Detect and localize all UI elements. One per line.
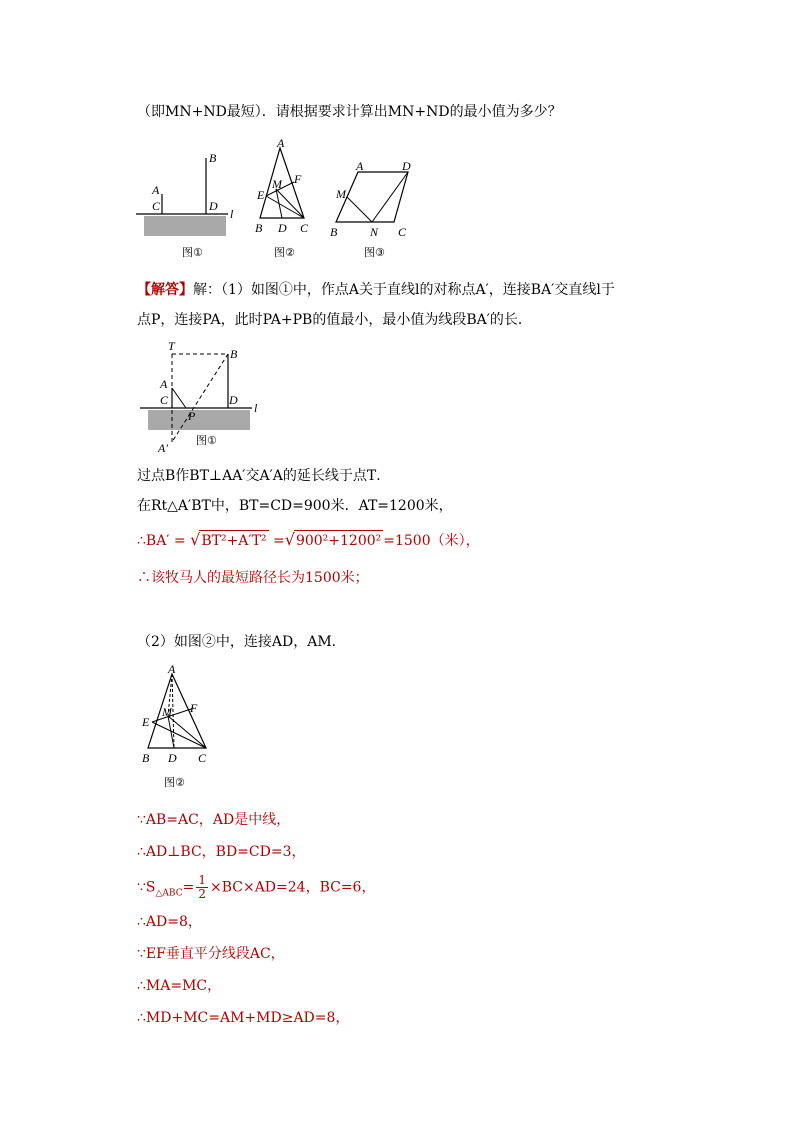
- label-e: E: [257, 188, 265, 202]
- fraction-numerator: 1: [198, 873, 206, 887]
- answer-intro-text: 解：（1）如图①中，作点A关于直线l的对称点A′，连接BA′交直线l于: [193, 282, 615, 298]
- segment-nd: [372, 172, 408, 222]
- label-b: B: [255, 221, 263, 235]
- label-d: D: [278, 221, 287, 235]
- step-4: ∴该牧马人的最短路径长为1500米；: [137, 570, 369, 586]
- step-3: ∴BA′ = √BT²+A′T² =√900²+1200² =1500（米），: [137, 530, 480, 549]
- radicand-2: 900²+1200²: [294, 530, 383, 551]
- caption-fig3: 图③: [364, 246, 385, 259]
- fraction-half: [196, 874, 208, 901]
- figure-3-parallelogram: [330, 160, 420, 260]
- parallelogram-abcd: [336, 172, 408, 222]
- proof-line-6: ∴MA=MC，: [137, 978, 222, 994]
- segment-mn: [347, 197, 372, 222]
- area-subscript: △ABC: [155, 888, 183, 899]
- segment-ec: [266, 196, 304, 218]
- label-a: A: [160, 377, 168, 391]
- river-shade: [148, 410, 250, 430]
- caption-fig2: 图②: [274, 246, 295, 259]
- step-3-rhs: =1500（米），: [383, 533, 480, 549]
- label-m: M: [336, 187, 346, 201]
- answer-tag: 【解答】: [137, 282, 193, 298]
- proof-line-1: ∵AB=AC，AD是中线，: [137, 812, 291, 828]
- proof-line-2: ∴AD⊥BC，BD=CD=3，: [137, 844, 306, 860]
- label-a-prime: A′: [158, 441, 168, 455]
- label-c: C: [300, 221, 309, 235]
- label-m: M: [272, 177, 282, 191]
- label-d: D: [402, 159, 411, 173]
- answer-intro-2: 点P，连接PA，此时PA+PB的值最小，最小值为线段BA′的长．: [137, 312, 532, 328]
- label-b: B: [142, 751, 150, 765]
- radical-icon: √: [284, 530, 295, 549]
- label-b: B: [230, 347, 238, 361]
- equals-sign: =: [182, 879, 195, 896]
- label-a: A: [356, 159, 364, 173]
- figure-1-pasture: [136, 150, 246, 260]
- proof-line-7: ∴MD+MC=AM+MD≥AD=8，: [137, 1010, 350, 1026]
- label-f: F: [190, 701, 198, 715]
- label-l: l: [254, 401, 258, 415]
- part-2-intro: （2）如图②中，连接AD，AM．: [137, 634, 346, 650]
- answer-intro: [137, 280, 615, 300]
- figure-1-solution: [140, 336, 265, 456]
- step-1: 过点B作BT⊥AA′交A′A的延长线于点T．: [137, 468, 391, 484]
- label-d: D: [209, 199, 218, 213]
- label-d: D: [168, 751, 177, 765]
- label-c: C: [152, 199, 161, 213]
- caption-fig2-solution: 图②: [164, 776, 185, 789]
- fraction-denominator: 2: [198, 887, 206, 901]
- river-shade: [144, 216, 226, 236]
- caption-fig1: 图①: [182, 246, 203, 259]
- proof-line-3-rest: ×BC×AD=24，BC=6，: [209, 879, 376, 896]
- label-d: D: [229, 393, 238, 407]
- step-3-lhs: ∴BA′ =: [137, 533, 186, 549]
- label-c: C: [198, 751, 207, 765]
- label-t: T: [168, 339, 175, 353]
- label-f: F: [294, 172, 302, 186]
- caption-fig1-solution: 图①: [196, 434, 217, 447]
- proof-line-5: ∵EF垂直平分线段AC，: [137, 946, 285, 962]
- segment-mc: [276, 189, 304, 218]
- figure-2-solution: [138, 662, 218, 792]
- step-2: 在Rt△A′BT中，BT=CD=900米．AT=1200米，: [137, 498, 453, 514]
- label-c: C: [160, 393, 169, 407]
- question-tail: （即MN+ND最短）．请根据要求计算出MN+ND的最小值为多少？: [137, 104, 562, 120]
- proof-line-4: ∴AD=8，: [137, 914, 202, 930]
- label-c: C: [398, 225, 407, 239]
- label-a: A: [168, 662, 176, 676]
- label-l: l: [230, 207, 234, 221]
- label-m: M: [162, 705, 172, 719]
- segment-ap: [172, 388, 186, 408]
- area-symbol: ∵S: [137, 879, 156, 896]
- label-p: P: [188, 409, 196, 423]
- label-n: N: [370, 225, 379, 239]
- label-e: E: [142, 715, 150, 729]
- label-a: A: [152, 183, 160, 197]
- label-b: B: [209, 151, 217, 165]
- label-a: A: [277, 136, 285, 150]
- proof-line-3: [137, 874, 375, 903]
- radicand-1: BT²+A′T²: [199, 530, 268, 551]
- radical-icon: √: [190, 530, 201, 549]
- label-b: B: [330, 225, 338, 239]
- figure-2-triangle: [252, 136, 332, 260]
